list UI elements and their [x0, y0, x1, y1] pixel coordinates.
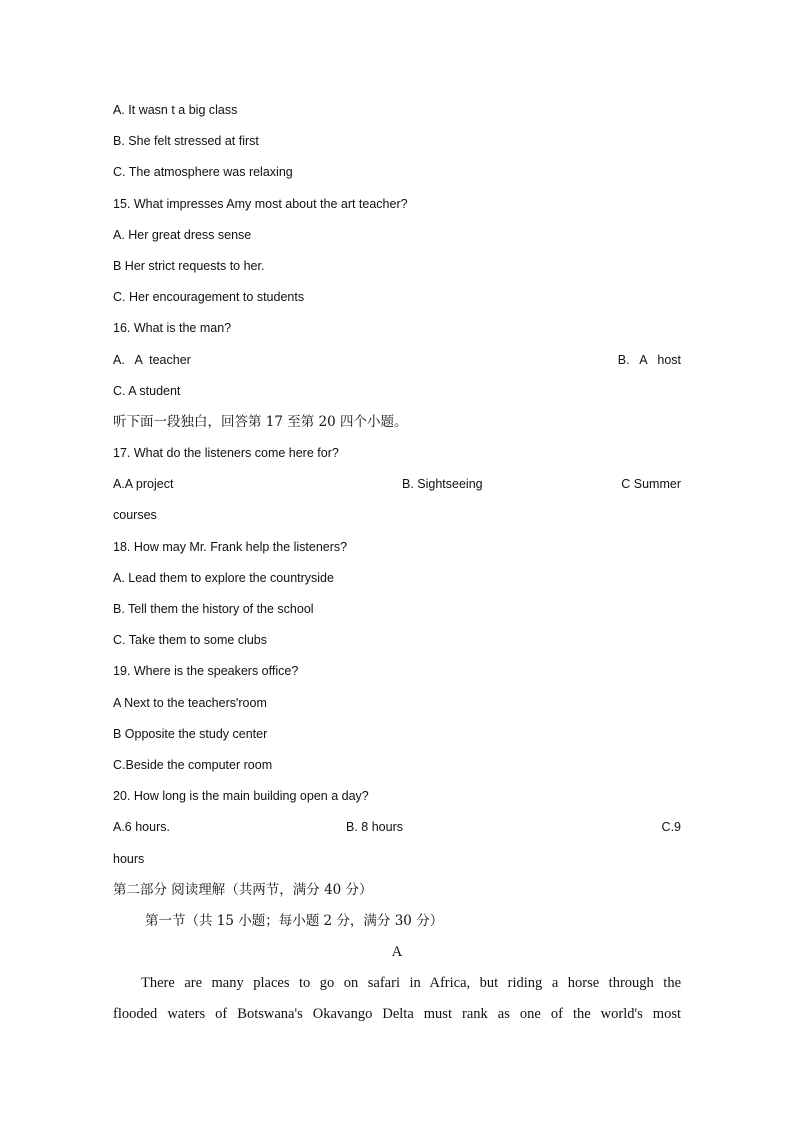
q17-option-c-continued: courses: [113, 508, 157, 523]
q18-question: 18. How may Mr. Frank help the listeners?: [113, 539, 348, 554]
q19-question: 19. Where is the speakers office?: [113, 664, 299, 679]
q17-option-a: A.A project: [113, 477, 174, 492]
q14-option-c: C. The atmosphere was relaxing: [113, 165, 293, 180]
passage-line-2: flooded waters of Botswana's Okavango Delta must rank as one of the world's most: [113, 1006, 681, 1023]
q16-option-b: B. A host: [617, 352, 681, 367]
q14-option-a: A. It wasn t a big class: [113, 103, 238, 117]
q15-option-b: B Her strict requests to her.: [113, 258, 265, 273]
q20-options-row: [113, 812, 681, 843]
q17-question: 17. What do the listeners come here for?: [113, 446, 339, 461]
q15-option-c: C. Her encouragement to students: [113, 290, 305, 305]
monologue-instruction: 听下面一段独白，回答第 17 至第 20 四个小题。: [113, 413, 408, 430]
q17-option-b: B. Sightseeing: [402, 477, 483, 492]
section1-heading: 第一节（共 15 小题；每小题 2 分，满分 30 分）: [145, 912, 444, 929]
q20-option-c: C.9: [661, 820, 681, 835]
part2-heading: 第二部分 阅读理解（共两节，满分 40 分）: [113, 881, 373, 898]
q20-option-c-continued: hours: [113, 851, 145, 866]
q19-option-a: A Next to the teachers'room: [113, 695, 267, 710]
exam-content: [113, 95, 681, 1031]
q16-question: 16. What is the man?: [113, 321, 232, 336]
q20-option-a: A.6 hours.: [113, 820, 170, 835]
q15-question: 15. What impresses Amy most about the art teacher?: [113, 196, 408, 211]
q16-options-row: [113, 345, 681, 376]
q16-option-c: C. A student: [113, 383, 181, 398]
q15-option-a: A. Her great dress sense: [113, 227, 252, 242]
q18-option-c: C. Take them to some clubs: [113, 633, 268, 648]
q18-option-a: A. Lead them to explore the countryside: [113, 570, 334, 585]
q19-option-c: C.Beside the computer room: [113, 757, 273, 772]
q17-options-row: [113, 469, 681, 500]
q16-option-a: A. A teacher: [113, 352, 191, 367]
q20-option-b: B. 8 hours: [346, 820, 403, 835]
q20-question: 20. How long is the main building open a day?: [113, 789, 369, 804]
passage-line-1: There are many places to go on safari in Africa, but riding a horse through the: [141, 975, 681, 992]
q19-option-b: B Opposite the study center: [113, 726, 268, 741]
q18-option-b: B. Tell them the history of the school: [113, 602, 314, 616]
q17-option-c: C Summer: [621, 477, 681, 492]
q14-option-b: B. She felt stressed at first: [113, 134, 259, 149]
passage-label: A: [391, 944, 403, 961]
